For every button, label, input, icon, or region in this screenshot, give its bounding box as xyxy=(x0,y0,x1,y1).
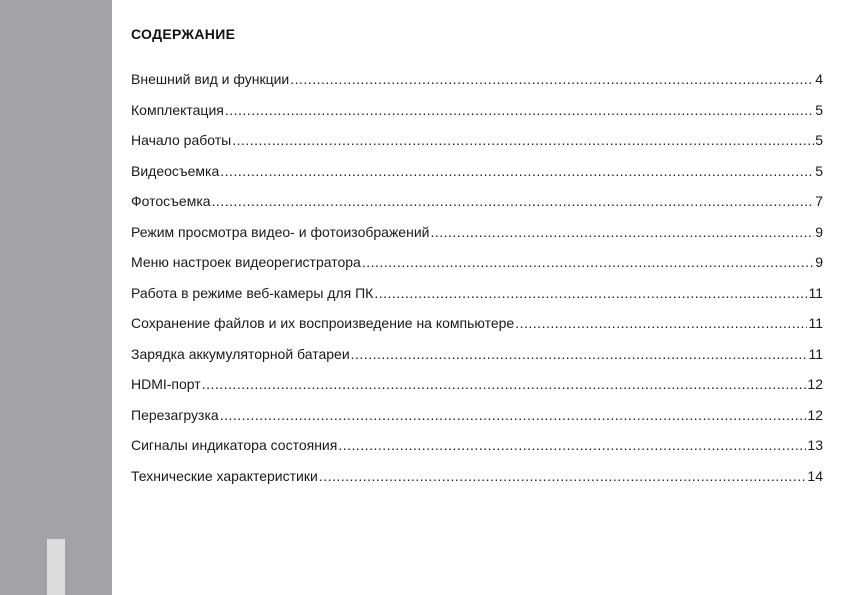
toc-entry-label: Работа в режиме веб-камеры для ПК xyxy=(131,284,374,301)
toc-entry[interactable] xyxy=(131,346,823,377)
toc-entry[interactable] xyxy=(131,407,823,438)
toc-entry-page: 11 xyxy=(808,345,823,362)
toc-dot-leader xyxy=(362,254,814,271)
toc-dot-leader xyxy=(430,224,814,241)
table-of-contents xyxy=(131,26,823,498)
toc-entry-label: Комплектация xyxy=(131,101,224,118)
toc-entry-label: Сигналы индикатора состояния xyxy=(131,437,338,453)
toc-entry[interactable] xyxy=(131,102,823,133)
toc-dot-leader xyxy=(515,315,807,332)
toc-dot-leader xyxy=(225,102,814,119)
toc-entry-page: 7 xyxy=(815,193,823,209)
toc-dot-leader xyxy=(374,285,807,302)
toc-entry[interactable] xyxy=(131,437,823,468)
toc-entry-label: Меню настроек видеорегистратора xyxy=(131,254,361,270)
toc-dot-leader xyxy=(220,407,807,424)
toc-entry-page: 9 xyxy=(815,223,823,240)
toc-dot-leader xyxy=(319,468,807,485)
toc-entry-page: 5 xyxy=(815,101,823,118)
page-side-bar xyxy=(0,0,112,595)
toc-dot-leader xyxy=(220,163,814,180)
toc-entry-page: 5 xyxy=(815,132,823,148)
toc-entry-page: 14 xyxy=(807,467,823,484)
toc-entry-page: 11 xyxy=(808,284,823,301)
toc-entry[interactable] xyxy=(131,376,823,407)
toc-dot-leader xyxy=(202,376,807,393)
toc-entry[interactable] xyxy=(131,224,823,255)
toc-dot-leader xyxy=(232,132,814,149)
toc-entry-page: 5 xyxy=(815,162,823,179)
toc-entry-label: Режим просмотра видео- и фотоизображений xyxy=(131,223,430,240)
toc-entry-label: HDMI-порт xyxy=(131,376,201,392)
toc-entry[interactable] xyxy=(131,163,823,194)
toc-entry[interactable] xyxy=(131,193,823,224)
toc-entry-label: Перезагрузка xyxy=(131,406,219,423)
toc-entry[interactable] xyxy=(131,468,823,499)
toc-list xyxy=(131,71,823,498)
toc-entry-label: Зарядка аккумуляторной батареи xyxy=(131,345,350,362)
toc-entry-page: 4 xyxy=(815,71,823,87)
toc-entry-label: Технические характеристики xyxy=(131,467,318,484)
toc-entry[interactable] xyxy=(131,132,823,163)
toc-entry-page: 11 xyxy=(808,315,823,331)
toc-entry-label: Фотосъемка xyxy=(131,193,211,209)
toc-title: СОДЕРЖАНИЕ xyxy=(131,26,236,42)
toc-entry[interactable] xyxy=(131,254,823,285)
toc-dot-leader xyxy=(351,346,808,363)
toc-entry-label: Видеосъемка xyxy=(131,162,220,179)
toc-dot-leader xyxy=(338,437,806,454)
toc-entry[interactable] xyxy=(131,315,823,346)
toc-entry-label: Внешний вид и функции xyxy=(131,71,290,87)
toc-entry-page: 13 xyxy=(807,437,823,453)
toc-entry[interactable] xyxy=(131,285,823,316)
toc-entry[interactable] xyxy=(131,71,823,102)
toc-dot-leader xyxy=(290,71,814,88)
page-side-tab xyxy=(47,539,65,595)
toc-entry-label: Сохранение файлов и их воспроизведение на компьютере xyxy=(131,315,515,331)
toc-entry-page: 12 xyxy=(807,406,823,423)
toc-entry-page: 12 xyxy=(807,376,823,392)
toc-dot-leader xyxy=(212,193,815,210)
toc-entry-page: 9 xyxy=(815,254,823,270)
toc-entry-label: Начало работы xyxy=(131,132,232,148)
